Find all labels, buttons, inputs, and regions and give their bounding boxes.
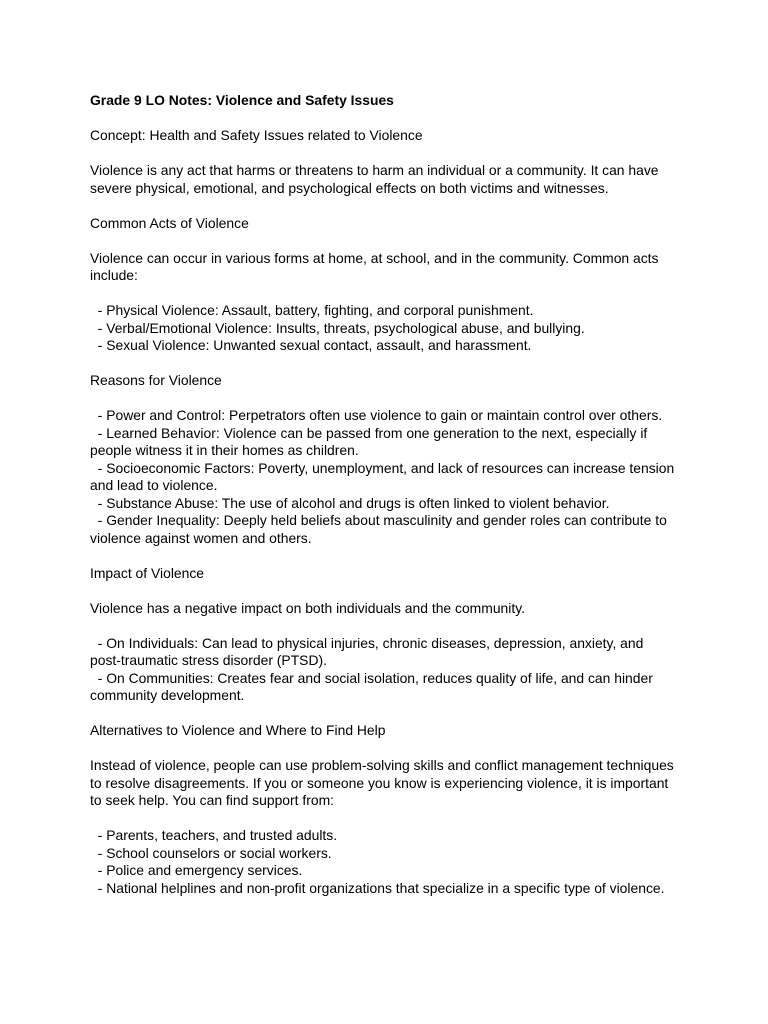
list-item: - National helplines and non-profit organizations that specialize in a specific type of violence. bbox=[90, 879, 665, 896]
spacer bbox=[90, 390, 690, 408]
list-line: post-traumatic stress disorder (PTSD). bbox=[90, 652, 327, 668]
list-item: - Physical Violence: Assault, battery, fighting, and corporal punishment. bbox=[90, 302, 534, 318]
spacer bbox=[90, 355, 690, 373]
intro-line-2: severe physical, emotional, and psychological effects on both victims and witnesses. bbox=[90, 179, 609, 196]
section-heading-common-acts: Common Acts of Violence bbox=[90, 214, 249, 231]
document-body bbox=[90, 92, 690, 897]
list-line: - Socioeconomic Factors: Poverty, unemployment, and lack of resources can increase tension bbox=[90, 459, 675, 476]
spacer bbox=[90, 197, 690, 215]
list-item: - School counselors or social workers. bbox=[90, 844, 332, 861]
list-line: - Substance Abuse: The use of alcohol and drugs is often linked to violent behavior. bbox=[90, 494, 610, 511]
intro-line-1: Violence is any act that harms or threatens to harm an individual or a community. It can have bbox=[90, 162, 659, 178]
alternatives-line: to resolve disagreements. If you or someone you know is experiencing violence, it is important bbox=[90, 774, 669, 791]
spacer bbox=[90, 285, 690, 303]
spacer bbox=[90, 145, 690, 163]
list-line: violence against women and others. bbox=[90, 529, 312, 546]
list-item: - Parents, teachers, and trusted adults. bbox=[90, 827, 338, 843]
list-line: - On Communities: Creates fear and social isolation, reduces quality of life, and can hinder bbox=[90, 669, 653, 686]
list-line: - Power and Control: Perpetrators often use violence to gain or maintain control over others. bbox=[90, 407, 663, 423]
spacer bbox=[90, 110, 690, 128]
spacer bbox=[90, 582, 690, 600]
spacer bbox=[90, 232, 690, 250]
impact-intro: Violence has a negative impact on both individuals and the community. bbox=[90, 599, 525, 616]
section-heading-reasons: Reasons for Violence bbox=[90, 372, 222, 388]
spacer bbox=[90, 705, 690, 723]
common-intro-line-2: include: bbox=[90, 267, 138, 283]
spacer bbox=[90, 810, 690, 828]
list-item: - Sexual Violence: Unwanted sexual contact, assault, and harassment. bbox=[90, 337, 532, 353]
list-line: - Gender Inequality: Deeply held beliefs about masculinity and gender roles can contribute to bbox=[90, 512, 667, 528]
list-item: - Police and emergency services. bbox=[90, 862, 303, 878]
alternatives-line: Instead of violence, people can use problem-solving skills and conflict management techniques bbox=[90, 757, 674, 773]
document-title: Grade 9 LO Notes: Violence and Safety Issues bbox=[90, 92, 394, 108]
list-line: and lead to violence. bbox=[90, 477, 218, 493]
section-heading-impact: Impact of Violence bbox=[90, 564, 205, 581]
alternatives-line: to seek help. You can find support from: bbox=[90, 792, 335, 808]
list-line: people witness it in their homes as children. bbox=[90, 442, 359, 458]
list-item: - Verbal/Emotional Violence: Insults, threats, psychological abuse, and bullying. bbox=[90, 319, 585, 336]
concept-line: Concept: Health and Safety Issues related to Violence bbox=[90, 127, 423, 143]
spacer bbox=[90, 547, 690, 565]
list-line: community development. bbox=[90, 687, 245, 703]
common-intro-line-1: Violence can occur in various forms at home, at school, and in the community. Common acts bbox=[90, 249, 659, 266]
section-heading-alternatives: Alternatives to Violence and Where to Find Help bbox=[90, 722, 386, 738]
list-line: - On Individuals: Can lead to physical injuries, chronic diseases, depression, anxiety, and bbox=[90, 634, 644, 651]
spacer bbox=[90, 740, 690, 758]
list-line: - Learned Behavior: Violence can be passed from one generation to the next, especially if bbox=[90, 424, 648, 441]
spacer bbox=[90, 617, 690, 635]
